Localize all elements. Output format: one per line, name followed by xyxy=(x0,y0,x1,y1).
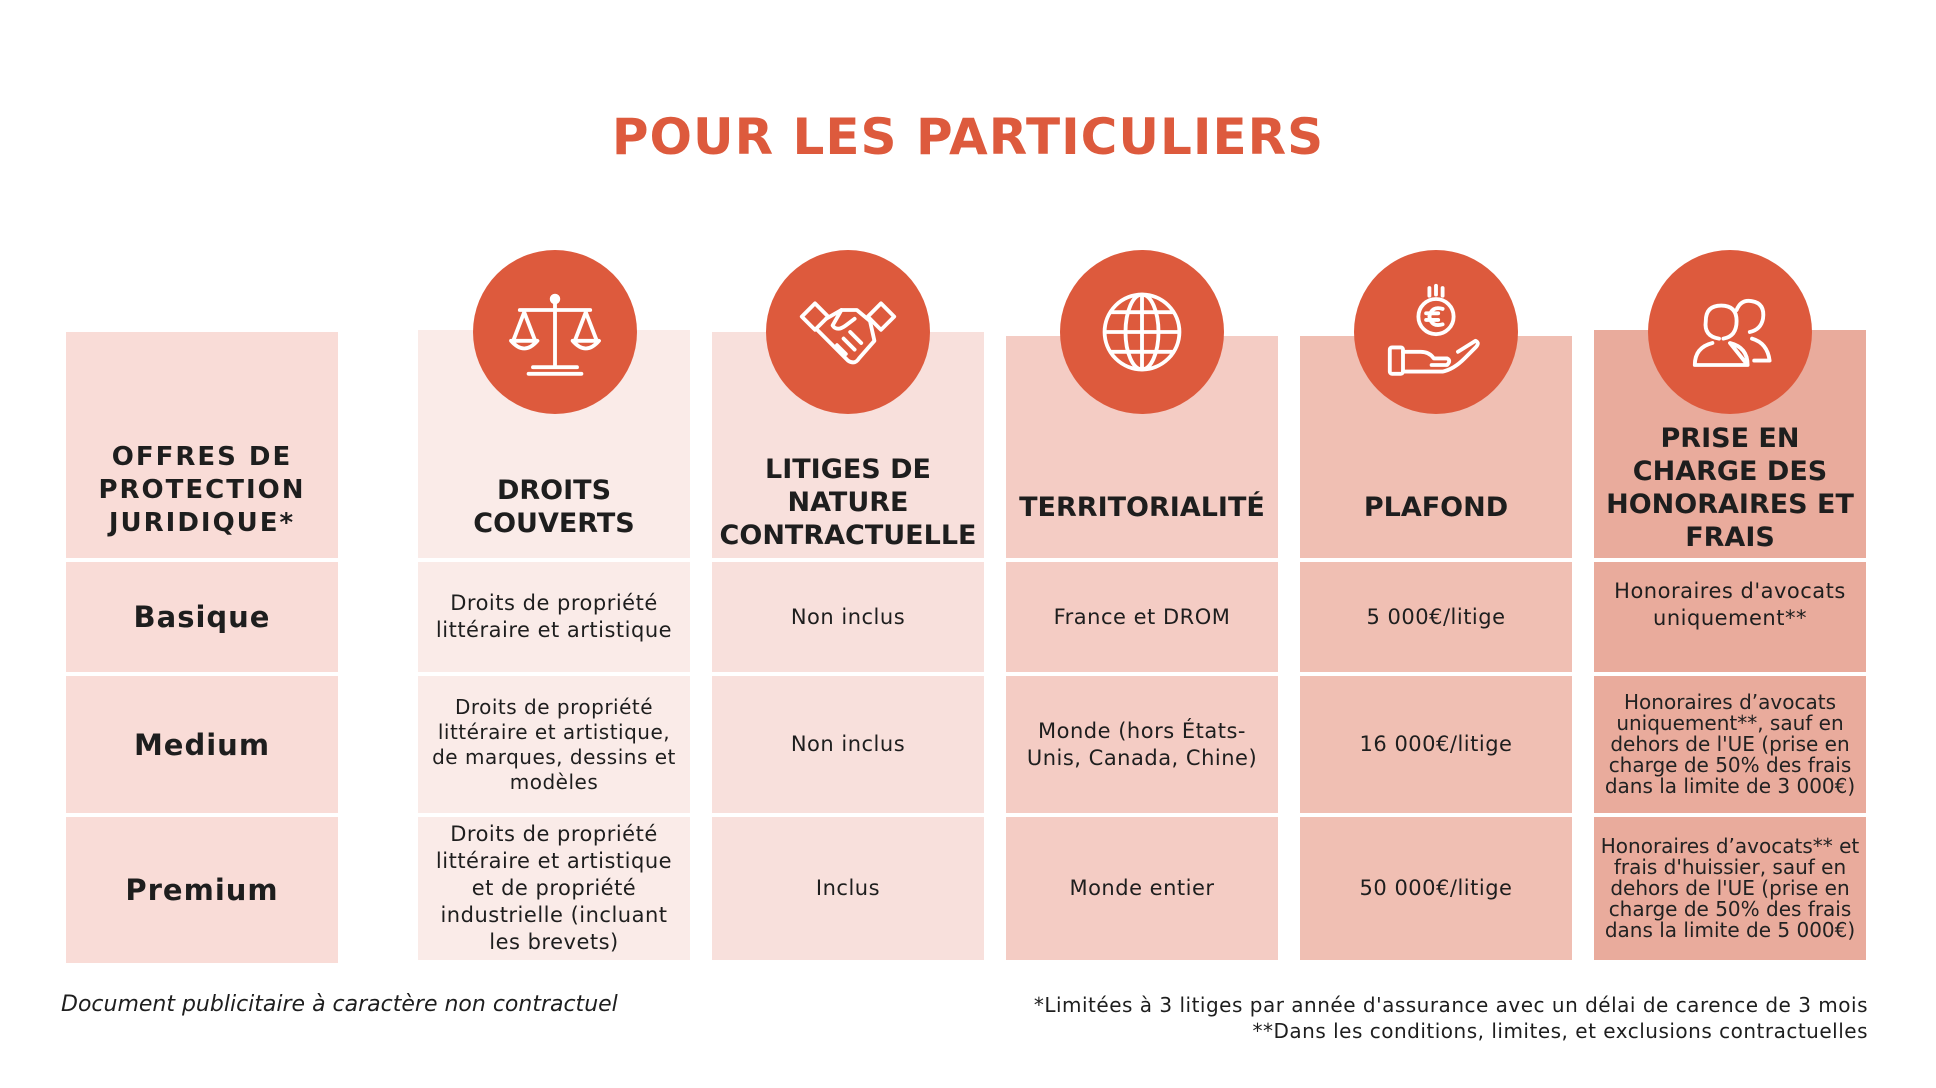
cell-territ-medium xyxy=(1006,676,1278,813)
page-title: POUR LES PARTICULIERS xyxy=(611,108,1325,166)
tier-label: Medium xyxy=(133,727,271,762)
euro-coin-hand-icon xyxy=(1354,250,1518,414)
cell-droits-premium xyxy=(418,817,690,960)
tier-label: Basique xyxy=(133,600,271,634)
cell-plafond-medium xyxy=(1300,676,1572,813)
cell-droits-medium xyxy=(418,676,690,813)
cell-text: Non inclus xyxy=(790,604,906,629)
cell-plafond-basique xyxy=(1300,562,1572,672)
cell-territ-premium xyxy=(1006,817,1278,960)
cell-honoraires-medium xyxy=(1594,676,1866,813)
cell-text: 50 000€/litige xyxy=(1359,876,1513,900)
tier-label: Premium xyxy=(125,873,279,907)
header-territ-label: TERRITORIALITÉ xyxy=(1019,492,1265,523)
header-droits-label: DROITS COUVERTS xyxy=(473,475,635,539)
tier-medium xyxy=(66,676,338,813)
header-offers-label: OFFRES DE PROTECTION JURIDIQUE* xyxy=(98,442,306,538)
cell-honoraires-premium xyxy=(1594,817,1866,960)
tier-basique xyxy=(66,562,338,672)
header-honoraires-label: PRISE EN CHARGE DES HONORAIRES ET FRAIS xyxy=(1606,423,1854,553)
cell-text: Monde entier xyxy=(1069,876,1215,900)
footer-disclaimer: Document publicitaire à caractère non contractuel xyxy=(61,992,618,1017)
cell-litiges-basique xyxy=(712,562,984,672)
cell-text: Honoraires d’avocats uniquement**, sauf en dehors de l'UE (prise en charge de 50% des frais dans la limite de 3 000€) xyxy=(1604,690,1856,798)
balance-scale-icon xyxy=(473,250,637,414)
cell-text: Droits de propriété littéraire et artistique, de marques, dessins et modèles xyxy=(432,694,676,794)
cell-text: Droits de propriété littéraire et artistique et de propriété industrielle (incluant les brevets) xyxy=(435,822,673,954)
cell-litiges-premium xyxy=(712,817,984,960)
header-plafond-label: PLAFOND xyxy=(1363,492,1509,523)
cell-text: Inclus xyxy=(815,876,881,900)
cell-plafond-premium xyxy=(1300,817,1572,960)
cell-text: 16 000€/litige xyxy=(1359,732,1513,756)
cell-text: France et DROM xyxy=(1053,604,1231,629)
cell-text: Honoraires d’avocats** et frais d'huissier, sauf en dehors de l'UE (prise en charge de 50% des frais dans la limite de 5 000€) xyxy=(1600,834,1860,942)
header-offers xyxy=(66,332,338,558)
tier-premium xyxy=(66,817,338,963)
cell-text: Non inclus xyxy=(790,732,906,756)
handshake-icon xyxy=(766,250,930,414)
header-litiges-label: LITIGES DE NATURE CONTRACTUELLE xyxy=(719,454,977,551)
footer-notes xyxy=(1034,992,1868,1044)
cell-text: Droits de propriété littéraire et artistique xyxy=(435,591,673,642)
users-icon xyxy=(1648,250,1812,414)
cell-text: Monde (hors États-Unis, Canada, Chine) xyxy=(1026,718,1258,770)
footer-note-1: *Limitées à 3 litiges par année d'assurance avec un délai de carence de 3 mois xyxy=(1033,993,1868,1017)
globe-icon xyxy=(1060,250,1224,414)
cell-territ-basique xyxy=(1006,562,1278,672)
cell-text: 5 000€/litige xyxy=(1366,604,1506,629)
footer-note-2: **Dans les conditions, limites, et exclusions contractuelles xyxy=(1252,1019,1868,1043)
cell-honoraires-basique xyxy=(1594,562,1866,672)
cell-text: Honoraires d'avocats uniquement** xyxy=(1614,579,1846,630)
cell-droits-basique xyxy=(418,562,690,672)
cell-litiges-medium xyxy=(712,676,984,813)
